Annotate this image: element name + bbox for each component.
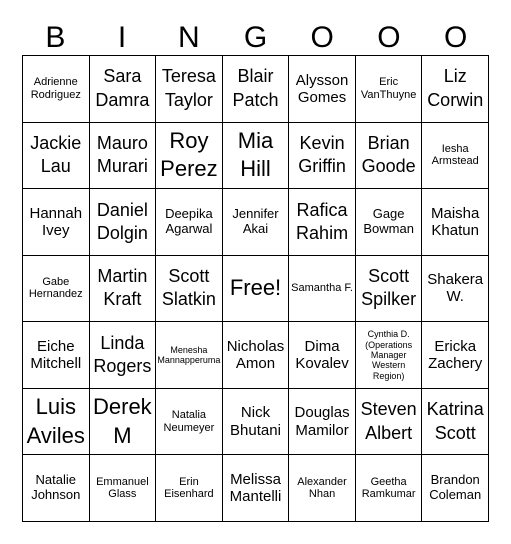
bingo-cell[interactable] <box>156 256 223 323</box>
cell-text: Linda Rogers <box>93 332 152 377</box>
cell-text: Samantha F. <box>291 282 353 295</box>
bingo-cell[interactable] <box>23 455 90 522</box>
bingo-cell[interactable] <box>90 123 157 190</box>
bingo-cell[interactable] <box>422 256 489 323</box>
bingo-cell[interactable] <box>223 455 290 522</box>
cell-text: Rafica Rahim <box>296 199 349 243</box>
bingo-cell[interactable] <box>156 322 223 389</box>
bingo-cell[interactable] <box>90 256 157 323</box>
bingo-cell[interactable] <box>422 189 489 256</box>
bingo-cell[interactable] <box>289 389 356 456</box>
bingo-cell[interactable] <box>422 322 489 389</box>
bingo-cell[interactable] <box>422 455 489 522</box>
header-letter-g: G <box>243 21 268 54</box>
cell-text: Mauro Murari <box>96 132 148 177</box>
bingo-cell[interactable] <box>422 56 489 123</box>
header-letter-o-3: O <box>443 21 468 54</box>
bingo-cell[interactable] <box>23 256 90 323</box>
cell-text: Cynthia D. (Operations Manager Western Region) <box>365 329 413 381</box>
bingo-cell[interactable] <box>90 455 157 522</box>
bingo-cell[interactable] <box>422 389 489 456</box>
cell-text: Alysson Gomes <box>295 71 349 106</box>
cell-text: Natalie Johnson <box>31 472 81 503</box>
cell-text: Melissa Mantelli <box>229 470 282 506</box>
cell-text: Brian Goode <box>361 132 416 177</box>
cell-text: Daniel Dolgin <box>96 199 148 243</box>
cell-text: Ericka Zachery <box>428 337 483 373</box>
cell-text: Adrienne Rodriguez <box>30 76 81 101</box>
cell-text: Luis Aviles <box>26 394 85 448</box>
cell-text: Shakera W. <box>427 271 484 306</box>
cell-text: Deepika Agarwal <box>165 205 213 236</box>
cell-text: Dima Kovalev <box>295 337 349 373</box>
cell-text: Douglas Mamilor <box>294 404 350 439</box>
cell-text: Teresa Taylor <box>161 66 216 110</box>
bingo-cell[interactable] <box>23 389 90 456</box>
cell-text: Hannah Ivey <box>29 204 83 239</box>
bingo-cell[interactable] <box>356 189 423 256</box>
cell-text: Jennifer Akai <box>232 205 279 236</box>
bingo-cell[interactable] <box>289 189 356 256</box>
cell-text: Katrina Scott <box>426 399 484 443</box>
bingo-cell[interactable] <box>289 256 356 323</box>
bingo-cell[interactable] <box>156 189 223 256</box>
header-letter-n: N <box>177 21 200 54</box>
bingo-cell[interactable] <box>223 322 290 389</box>
bingo-cell[interactable] <box>223 389 290 456</box>
cell-text: Geetha Ramkumar <box>361 475 416 501</box>
bingo-cell[interactable] <box>156 389 223 456</box>
bingo-cell[interactable] <box>356 123 423 190</box>
header-letter-o-1: O <box>310 21 334 54</box>
cell-text: Emmanuel Glass <box>96 475 149 501</box>
cell-text: Eiche Mitchell <box>30 337 82 373</box>
bingo-cell[interactable] <box>90 189 157 256</box>
cell-text: Roy Perez <box>160 127 218 182</box>
cell-text: Nicholas Amon <box>226 337 285 373</box>
cell-text: Jackie Lau <box>30 132 82 177</box>
cell-text: Nick Bhutani <box>230 404 281 439</box>
cell-text: Menesha Mannapperuma <box>157 344 221 366</box>
bingo-cell[interactable] <box>356 256 423 323</box>
bingo-cell[interactable] <box>289 56 356 123</box>
bingo-cell[interactable] <box>223 123 290 190</box>
bingo-cell[interactable] <box>223 56 290 123</box>
cell-text: Iesha Armstead <box>431 142 479 168</box>
cell-text: Erin Eisenhard <box>164 475 214 501</box>
bingo-cell[interactable] <box>156 455 223 522</box>
bingo-cell[interactable] <box>90 322 157 389</box>
bingo-cell[interactable] <box>90 389 157 456</box>
bingo-cell[interactable] <box>23 322 90 389</box>
cell-text: Alexander Nhan <box>297 475 347 501</box>
cell-text: Kevin Griffin <box>298 132 346 177</box>
bingo-cell[interactable] <box>156 56 223 123</box>
cell-text: Gage Bowman <box>363 205 414 236</box>
bingo-cell[interactable] <box>356 56 423 123</box>
bingo-cell[interactable] <box>289 455 356 522</box>
free-space-cell[interactable] <box>223 256 290 323</box>
bingo-cell[interactable] <box>422 123 489 190</box>
cell-text: Natalia Neumeyer <box>163 408 215 434</box>
bingo-header <box>22 18 489 58</box>
cell-text: Blair Patch <box>232 66 279 110</box>
cell-text: Liz Corwin <box>427 66 484 110</box>
free-space-text: Free! <box>229 275 282 301</box>
bingo-board <box>22 55 489 522</box>
cell-text: Scott Slatkin <box>161 266 216 310</box>
cell-text: Steven Albert <box>360 399 417 443</box>
bingo-cell[interactable] <box>356 455 423 522</box>
cell-text: Eric VanThuyne <box>360 76 417 101</box>
cell-text: Derek M <box>93 394 152 448</box>
header-letter-b: B <box>45 21 66 54</box>
cell-text: Maisha Khatun <box>431 204 480 239</box>
cell-text: Sara Damra <box>95 66 150 110</box>
cell-text: Brandon Coleman <box>429 472 482 503</box>
cell-text: Gabe Hernandez <box>28 275 83 301</box>
bingo-cell[interactable] <box>90 56 157 123</box>
bingo-cell[interactable] <box>23 189 90 256</box>
bingo-cell[interactable] <box>356 389 423 456</box>
cell-text: Mia Hill <box>237 127 274 182</box>
cell-text: Martin Kraft <box>97 266 148 310</box>
bingo-cell[interactable] <box>23 123 90 190</box>
bingo-cell[interactable] <box>23 56 90 123</box>
cell-text: Scott Spilker <box>361 266 417 310</box>
bingo-cell[interactable] <box>356 322 423 389</box>
bingo-cell[interactable] <box>156 123 223 190</box>
bingo-cell[interactable] <box>289 322 356 389</box>
bingo-cell[interactable] <box>223 189 290 256</box>
header-letter-i: I <box>117 21 127 54</box>
bingo-cell[interactable] <box>289 123 356 190</box>
header-letter-o-2: O <box>377 21 401 54</box>
